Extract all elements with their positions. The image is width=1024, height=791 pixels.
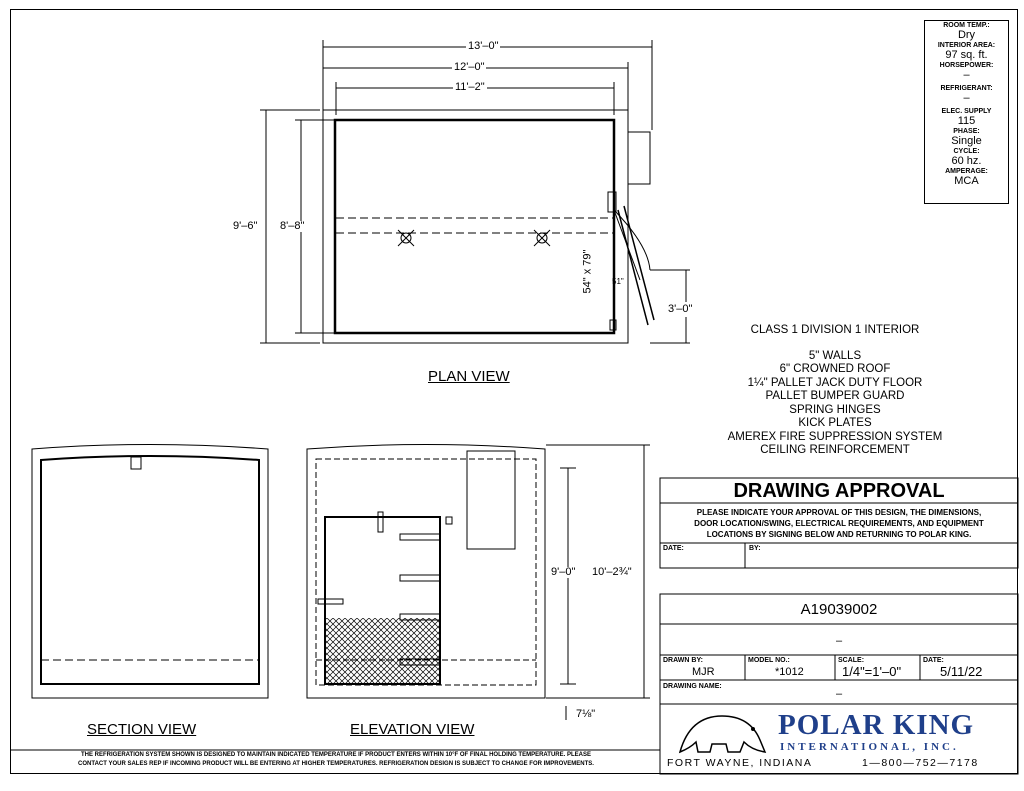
- door-offset-label: 3'–0": [668, 303, 693, 315]
- feature-item: CEILING REINFORCEMENT: [760, 444, 910, 456]
- feature-item: SPRING HINGES: [789, 403, 881, 416]
- feature-item: CLASS 1 DIVISION 1 INTERIOR: [750, 324, 920, 336]
- elevation-dim-floor: 7⅛": [576, 708, 596, 720]
- feature-item: PALLET BUMPER GUARD: [765, 390, 905, 402]
- refrigerant-label: REFRIGERANT:: [940, 85, 993, 92]
- approval-title: DRAWING APPROVAL: [733, 480, 945, 502]
- horsepower-value: –: [963, 69, 970, 81]
- approval-text-line: DOOR LOCATION/SWING, ELECTRICAL REQUIREMENTS, AND EQUIPMENT: [694, 519, 984, 528]
- feature-item: 1¼" PALLET JACK DUTY FLOOR: [747, 376, 923, 389]
- elevation-view-title: ELEVATION VIEW: [350, 721, 475, 738]
- plan-dim-inside: 11'–2": [455, 81, 485, 93]
- approval-text-line: LOCATIONS BY SIGNING BELOW AND RETURNING TO POLAR KING.: [706, 530, 972, 539]
- feature-item: AMEREX FIRE SUPPRESSION SYSTEM: [727, 430, 943, 443]
- drawing-number: A19039002: [800, 601, 878, 618]
- interior-area-label: INTERIOR AREA:: [937, 42, 996, 49]
- amperage-value: MCA: [954, 175, 979, 187]
- date-label: DATE:: [923, 657, 944, 664]
- cycle-label: CYCLE:: [953, 148, 980, 155]
- refrigerant-value: –: [963, 92, 970, 104]
- scale-label: SCALE:: [838, 657, 865, 664]
- feature-item: 6" CROWNED ROOF: [779, 363, 891, 375]
- room-temp-value: Dry: [957, 29, 976, 41]
- cycle-value: 60 hz.: [951, 155, 982, 167]
- approval-text-line: PLEASE INDICATE YOUR APPROVAL OF THIS DESIGN, THE DIMENSIONS,: [696, 508, 982, 517]
- plan-dim-overall: 13'–0": [468, 40, 499, 52]
- model-label: MODEL NO.:: [748, 657, 790, 664]
- drawn-by-value: MJR: [692, 666, 715, 678]
- logo-company-name: POLAR KING: [778, 709, 975, 741]
- approval-date-field[interactable]: DATE:: [663, 545, 684, 552]
- logo-company-suffix: INTERNATIONAL, INC.: [780, 741, 959, 753]
- elevation-dim-outside: 10'–2¾": [592, 566, 632, 578]
- logo-city: FORT WAYNE, INDIANA: [667, 757, 813, 769]
- disclaimer: [12, 751, 660, 769]
- elec-supply-label: ELEC. SUPPLY: [941, 108, 992, 115]
- feature-item: 5" WALLS: [808, 349, 862, 362]
- drawing-name-value: –: [835, 688, 843, 700]
- approval-text: [660, 507, 1018, 540]
- feature-item: KICK PLATES: [798, 417, 872, 429]
- horsepower-label: HORSEPOWER:: [939, 62, 994, 69]
- plan-dim-depth-in: 8'–8": [280, 220, 305, 232]
- elec-supply-value: 115: [957, 115, 976, 127]
- features-list: [700, 324, 970, 458]
- drawn-by-label: DRAWN BY:: [663, 657, 703, 664]
- plan-dim-depth-out: 9'–6": [233, 220, 258, 232]
- approval-by-field[interactable]: BY:: [749, 545, 761, 552]
- room-temp-label: ROOM TEMP.:: [943, 22, 990, 29]
- section-view-title: SECTION VIEW: [87, 721, 197, 738]
- interior-area-value: 97 sq. ft.: [945, 49, 988, 61]
- elevation-dim-inside: 9'–0": [551, 566, 576, 578]
- plan-dim-outside: 12'–0": [454, 61, 485, 73]
- plan-view-title: PLAN VIEW: [428, 368, 510, 385]
- amperage-label: AMPERAGE:: [945, 168, 988, 175]
- door-size-label: 54" x 79": [581, 249, 594, 294]
- scale-value: 1/4"=1'–0": [842, 664, 902, 679]
- title-block-dash: –: [835, 635, 843, 647]
- door-swing-label: 51": [612, 277, 624, 286]
- disclaimer-line: THE REFRIGERATION SYSTEM SHOWN IS DESIGNED TO MAINTAIN INDICATED TEMPERATURE IF PRODUCT ENTERS WITHIN 10°F OF FINAL HOLDING TEMPERATURE. PLEASE: [81, 752, 591, 758]
- phase-label: PHASE:: [953, 128, 980, 135]
- phase-value: Single: [951, 135, 982, 147]
- model-value: *1012: [775, 666, 804, 678]
- drawing-name-label: DRAWING NAME:: [663, 683, 722, 690]
- date-value: 5/11/22: [940, 664, 983, 679]
- logo-phone: 1—800—752—7178: [862, 757, 979, 769]
- disclaimer-line: CONTACT YOUR SALES REP IF INCOMING PRODUCT WILL BE ENTERING AT HIGHER TEMPERATURES. REFRIGERATION DESIGN IS SUBJECT TO CHANGE FOR IMPROVEMENTS.: [78, 761, 594, 767]
